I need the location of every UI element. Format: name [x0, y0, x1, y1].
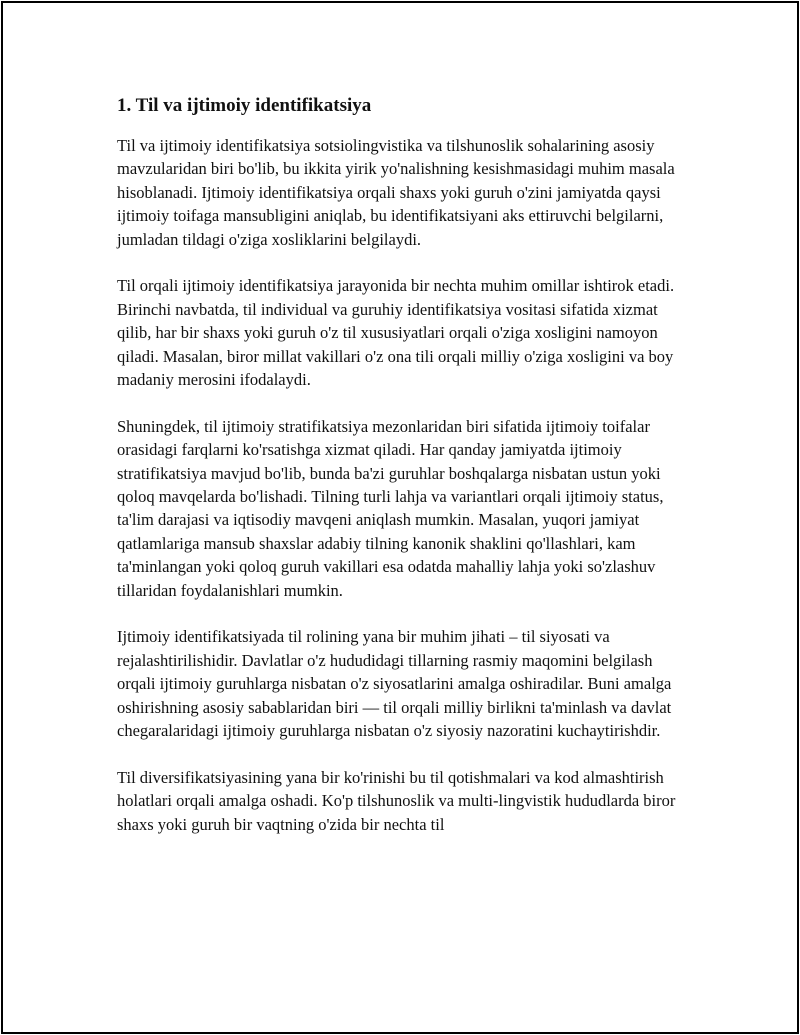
paragraph-2: Til orqali ijtimoiy identifikatsiya jarayonida bir nechta muhim omillar ishtirok etadi. Birinchi navbatda, til individual va guruhiy identifikatsiya vositasi sifatida xizmat qilib, har bir shaxs yoki guruh o'z til xususiyatlari orqali o'ziga xosligini namoyon qiladi. Masalan, biror millat vakillari o'z ona tili orqali milliy o'ziga xosligini va boy madaniy merosini ifodalaydi. — [117, 276, 675, 390]
paragraph-4: Ijtimoiy identifikatsiyada til rolining yana bir muhim jihati – til siyosati va rejalashtirilishidir. Davlatlar o'z hududidagi tillarning rasmiy maqomini belgilash orqali ijtimoiy guruhlarga nisbatan o'z siyosatlarini amalga oshiradilar. Buni amalga oshirishning asosiy sabablaridan biri — til orqali milliy birlikni ta'minlash va davlat chegaralaridagi ijtimoiy guruhlarga nisbatan o'z siyosiy nazoratini kuchaytirishdir. — [117, 627, 672, 741]
paragraph-1: Til va ijtimoiy identifikatsiya sotsiolingvistika va tilshunoslik sohalarining asosiy mavzularidan biri bo'lib, bu ikkita yirik yo'nalishning kesishmasidagi muhim masala hisoblanadi. Ijtimoiy identifikatsiya orqali shaxs yoki guruh o'zini jamiyatda qaysi ijtimoiy toifaga mansubligini aniqlab, bu identifikatsiyani aks ettiruvchi belgilarni, jumladan tildagi o'ziga xosliklarini belgilaydi. — [117, 136, 675, 249]
paragraph-3: Shuningdek, til ijtimoiy stratifikatsiya mezonlaridan biri sifatida ijtimoiy toifalar orasidagi farqlarni ko'rsatishga xizmat qiladi. Har qanday jamiyatda ijtimoiy stratifikatsiya mavjud bo'lib, bunda ba'zi guruhlar boshqalarga nisbatan ustun yoki qoloq mavqelarda bo'lishadi. Tilning turli lahja va variantlari orqali ijtimoiy status, ta'lim darajasi va iqtisodiy mavqeni aniqlash mumkin. Masalan, yuqori jamiyat qatlamlariga mansub shaxslar adabiy tilning kanonik shaklini qo'llashlari, kam ta'minlangan yoki qoloq guruh vakillari esa odatda mahalliy lahja yoki so'zlashuv tillaridan foydalanishlari mumkin. — [117, 416, 664, 600]
document-body — [117, 94, 687, 860]
section-heading: 1. Til va ijtimoiy identifikatsiya — [117, 95, 372, 116]
paragraph-5: Til diversifikatsiyasining yana bir ko'rinishi bu til qotishmalari va kod almashtirish holatlari orqali amalga oshadi. Ko'p tilshunoslik va multi-lingvistik hududlarda biror shaxs yoki guruh bir vaqtning o'zida bir nechta til — [117, 767, 676, 834]
